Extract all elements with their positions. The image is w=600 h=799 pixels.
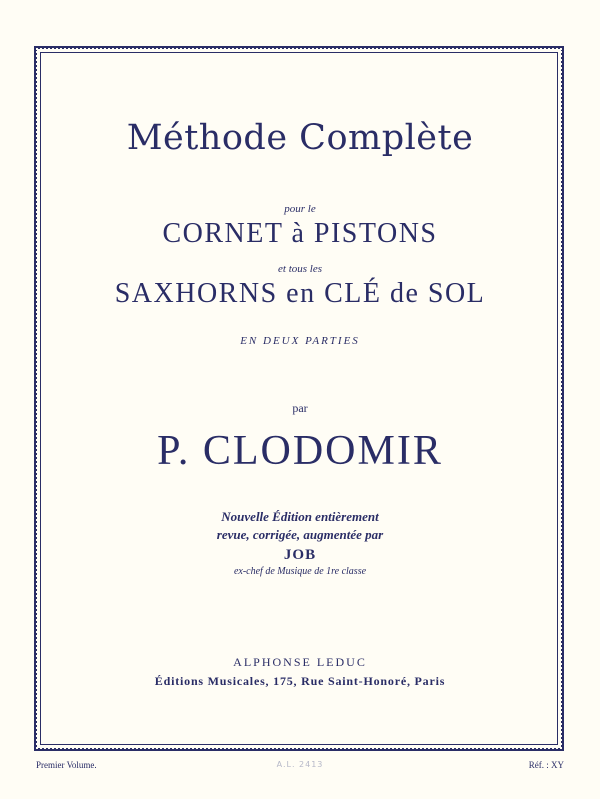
volume-label: Premier Volume. [36,760,97,770]
pour-le-text: pour le [284,203,316,215]
reviser-title: ex-chef de Musique de 1re classe [233,566,367,577]
method-title: Méthode Complète [126,118,474,158]
instrument-cornet: CORNET à PISTONS [162,218,438,249]
par-text: par [292,401,308,415]
et-tous-les-text: et tous les [278,263,322,275]
plate-number: A.L. 2413 [276,760,324,769]
edition-line-2: revue, corrigée, augmentée par [216,527,384,542]
author-name: P. CLODOMIR [157,428,443,474]
instrument-saxhorns: SAXHORNS en CLÉ de SOL [114,278,486,309]
parts-subtitle: EN DEUX PARTIES [240,335,360,347]
reviser-name: JOB [283,547,317,563]
publisher-name: ALPHONSE LEDUC [233,655,367,669]
publisher-address: Éditions Musicales, 175, Rue Saint-Honoré, Paris [154,674,446,688]
reference-label: Réf. : XY [528,760,564,770]
edition-line-1: Nouvelle Édition entièrement [221,509,379,524]
